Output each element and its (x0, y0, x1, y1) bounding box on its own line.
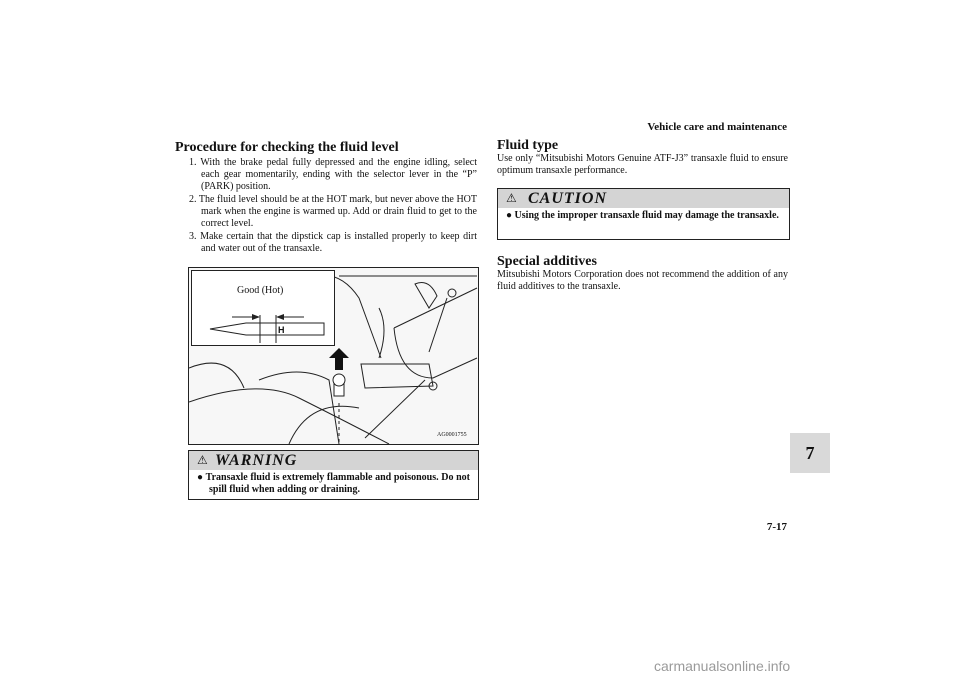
page-number: 7-17 (766, 521, 787, 533)
caution-triangle-icon: ⚠ (506, 191, 517, 205)
dipstick-inset-drawing (192, 271, 334, 345)
section-heading-procedure: Procedure for checking the fluid level (175, 140, 399, 155)
procedure-step: 1. With the brake pedal fully depressed and the engine idling, select each gear momentarily, ending with the selector lever in the “P” (PARK) position. (189, 157, 477, 192)
procedure-step: 3. Make certain that the dipstick cap is installed properly to keep dirt and water out of the transaxle. (189, 231, 477, 254)
section-heading-special-additives: Special additives (497, 254, 597, 269)
section-heading-fluid-type: Fluid type (497, 138, 559, 153)
procedure-step: 2. The fluid level should be at the HOT mark, but never above the HOT mark when the engine is warmed up. Add or drain fluid to get to the correct level. (189, 194, 477, 229)
warning-text: Transaxle fluid is extremely flammable and poisonous. Do not spill fluid when adding or draining. (205, 472, 471, 495)
caution-text: Using the improper transaxle fluid may damage the transaxle. (514, 210, 779, 221)
procedure-steps (189, 157, 477, 256)
bullet-icon: ● (197, 472, 204, 483)
page-header-title: Vehicle care and maintenance (647, 121, 787, 133)
fluid-type-text: Use only “Mitsubishi Motors Genuine ATF-J3” transaxle fluid to ensure optimum transaxle performance. (497, 153, 788, 176)
figure-code: AG0001755 (437, 432, 467, 438)
chapter-tab: 7 (790, 433, 830, 473)
bullet-icon: ● (506, 210, 513, 221)
figure-label-good-hot: Good (Hot) (237, 285, 284, 296)
warning-body (197, 472, 470, 496)
caution-title: CAUTION (528, 190, 608, 207)
dipstick-inset (191, 270, 335, 346)
caution-body (506, 210, 781, 222)
hot-mark-label: H (278, 325, 285, 335)
caution-box (497, 188, 790, 240)
special-additives-text: Mitsubishi Motors Corporation does not recommend the addition of any fluid additives to the transaxle. (497, 269, 788, 292)
warning-title: WARNING (215, 452, 298, 469)
watermark: carmanualsonline.info (654, 658, 791, 674)
warning-triangle-icon: ⚠ (197, 453, 208, 467)
warning-box (188, 450, 479, 500)
dipstick-illustration (188, 267, 479, 445)
